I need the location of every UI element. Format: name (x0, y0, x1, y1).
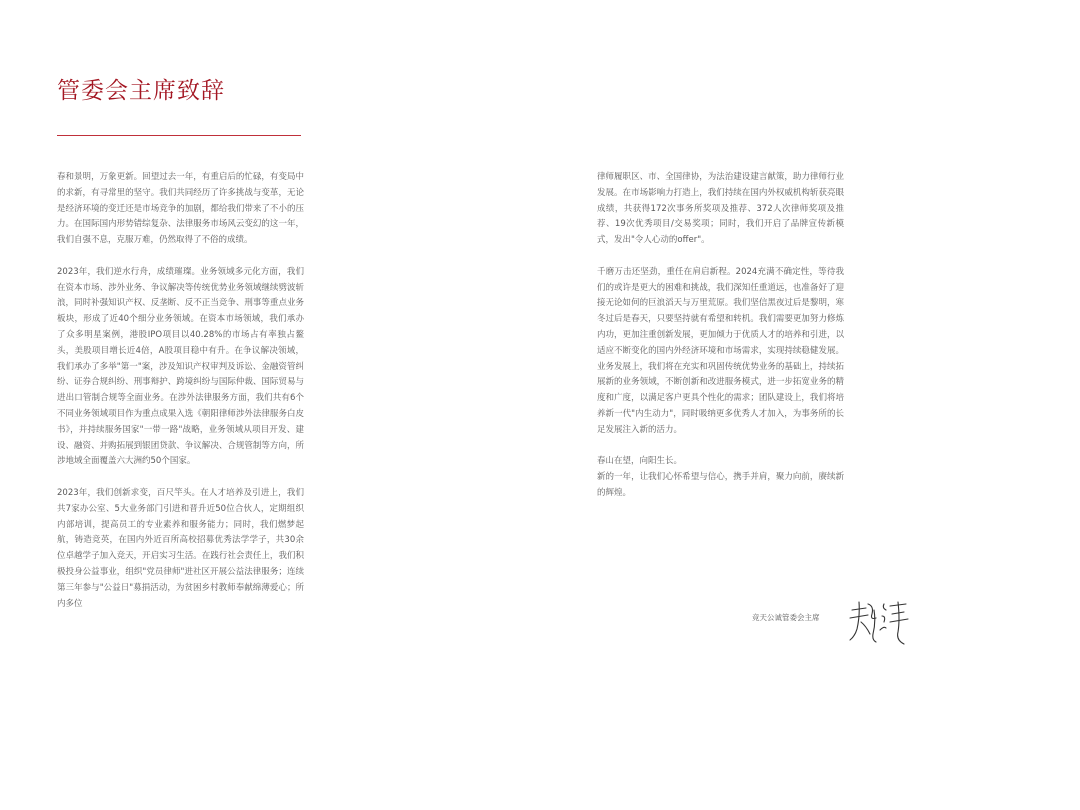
closing-remarks (597, 454, 844, 501)
signoff-title: 竞天公诚管委会主席 (752, 613, 820, 622)
page-title: 管委会主席致辞 (57, 78, 225, 104)
handwritten-signature (846, 596, 912, 646)
closing-line: 春山在望，向阳生长。 (597, 456, 683, 467)
paragraph: 2023年，我们逆水行舟，成绩璀璨。业务领域多元化方面，我们在资本市场、涉外业务、争议解决等传统优势业务领域继续劈波斩浪，同时补强知识产权、反垄断、反不正当竞争、刑事等重点业务板块，形成了近40个细分业务领域。在资本市场领域，我们承办了众多明星案例，港股IPO项目以40.28%的市场占有率独占鳌头，美股项目增长近4倍，A股项目稳中有升。在争议解决领域，我们承办了多举"第一"案，涉及知识产权审判及诉讼、金融资管纠纷、证券合规纠纷、刑事辩护、跨境纠纷与国际仲裁、国际贸易与进出口管制合规等全面业务。在涉外法律服务方面，我们共有6个不同业务领域项目作为重点成果入选《朝阳律师涉外法律服务白皮书》，并持续服务国家"一带一路"战略，业务领域从项目开发、建设、融资、并购拓展到银团贷款、争议解决、合规管制等方向，所涉地域全面覆盖六大洲约50个国家。 (57, 266, 304, 467)
paragraph: 律师履职区、市、全国律协，为法治建设建言献策，助力律师行业发展。在市场影响力打造上，我们持续在国内外权威机构斩获亮眼成绩，共获得172次事务所奖项及推荐、372人次律师奖项及推荐、19次优秀项目/交易奖项；同时，我们开启了品牌宣传新模式，发出"令人心动的offer"。 (597, 172, 844, 246)
paragraph: 春和景明，万象更新。回望过去一年，有重启后的忙碌，有变局中的求新，有寻常里的坚守。我们共同经历了许多挑战与变革，无论是经济环境的变迁还是市场竞争的加剧，都给我们带来了不小的压力。在国际国内形势错综复杂、法律服务市场风云变幻的这一年，我们自强不息，克服万难，仍然取得了不俗的成绩。 (57, 172, 304, 246)
paragraph: 千磨万击还坚劲，重任在肩启新程。2024充满不确定性，等待我们的或许是更大的困难和挑战，我们深知任重道远，也准备好了迎接无论如何的巨浪滔天与万里荒原。我们坚信黑夜过后是黎明，寒冬过后是春天，只要坚持就有希望和转机。我们需要更加努力修炼内功，更加注重创新发展，更加倾力于优质人才的培养和引进，以适应不断变化的国内外经济环境和市场需求，实现持续稳健发展。业务发展上，我们将在充实和巩固传统优势业务的基础上，持续拓展新的业务领域，不断创新和改进服务模式，进一步拓宽业务的精度和广度，以满足客户更具个性化的需求；团队建设上，我们将培养新一代"内生动力"，同时吸纳更多优秀人才加入，为事务所的长足发展注入新的活力。 (597, 266, 844, 435)
title-divider (57, 135, 301, 136)
right-text-column (597, 170, 844, 502)
closing-line: 新的一年，让我们心怀希望与信心，携手并肩，聚力向前，赓续新的辉煌。 (597, 472, 844, 498)
left-text-column (57, 170, 304, 628)
paragraph: 2023年，我们创新求变，百尺竿头。在人才培养及引进上，我们共7家办公室、5大业务部门引进和晋升近50位合伙人，定期组织内部培训，提高员工的专业素养和服务能力；同时，我们燃梦起航，铸造竞英，在国内外近百所高校招募优秀法学学子，共30余位卓越学子加入竞天，开启实习生活。在践行社会责任上，我们积极投身公益事业，组织"党员律师"进社区开展公益法律服务；连续第三年参与"公益日"募捐活动，为贫困乡村教师奉献绵薄爱心；所内多位 (57, 487, 304, 609)
